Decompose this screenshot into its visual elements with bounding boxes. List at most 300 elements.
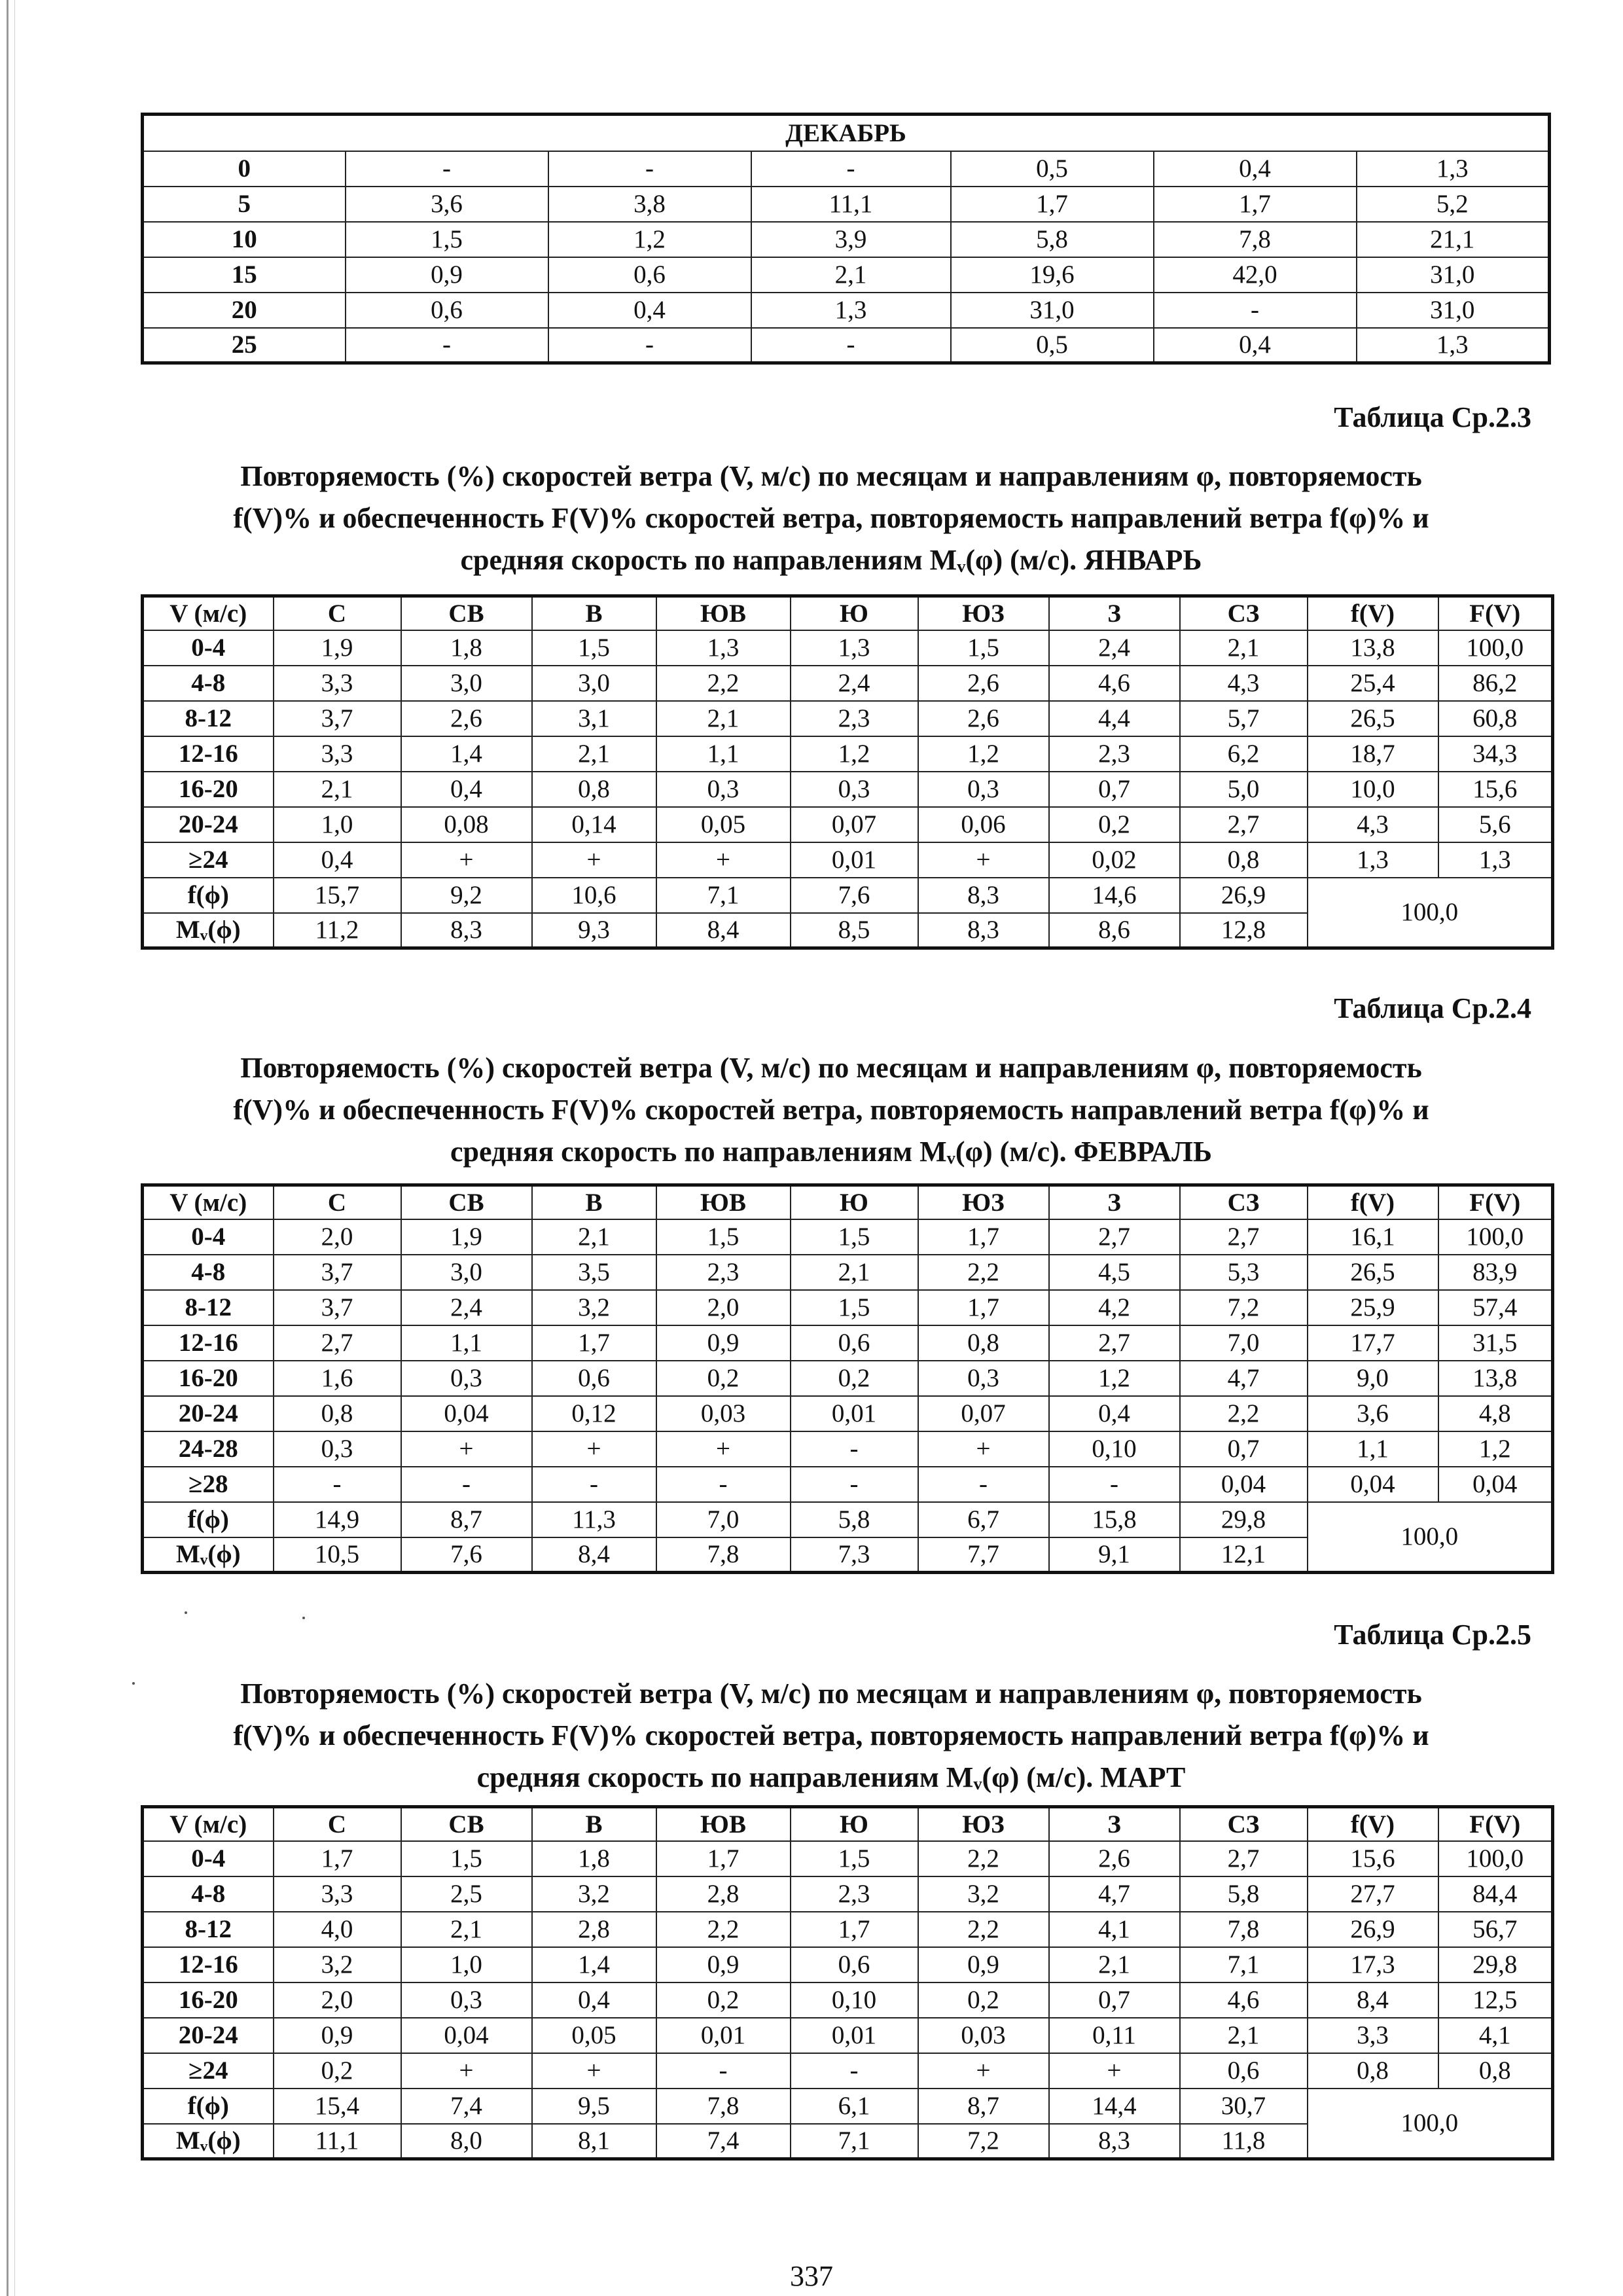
- column-header: Ю: [791, 1807, 918, 1841]
- table-number-2-3: Таблица Ср.2.3: [1334, 401, 1531, 433]
- table-cell: 0,04: [401, 1396, 532, 1431]
- table-row: [143, 257, 1550, 293]
- table-cell: 8,3: [1049, 2124, 1180, 2159]
- table-cell: 2,7: [1180, 1841, 1308, 1876]
- table-cell: 0,03: [918, 2018, 1049, 2053]
- column-header: F(V): [1438, 1807, 1553, 1841]
- table-cell: 0,9: [918, 1947, 1049, 1982]
- table-cell: 1,3: [1308, 842, 1438, 878]
- table-cell: +: [656, 1431, 791, 1467]
- table-cell: 2,1: [656, 701, 791, 736]
- table-cell: 9,1: [1049, 1537, 1180, 1573]
- table-cell: 0,4: [1049, 1396, 1180, 1431]
- row-header-cell: 4-8: [143, 1255, 274, 1290]
- table-cell: 0,3: [274, 1431, 401, 1467]
- table-cell: 0,06: [918, 807, 1049, 842]
- column-header: СЗ: [1180, 1185, 1308, 1219]
- table-cell: 7,1: [656, 878, 791, 913]
- table-cell: 31,0: [1357, 293, 1550, 328]
- table-cell: 7,8: [656, 2089, 791, 2124]
- table-cell: 0,4: [1154, 151, 1357, 187]
- table-cell: 3,0: [532, 666, 656, 701]
- table-cell: 4,7: [1049, 1876, 1180, 1912]
- table-cell: 60,8: [1438, 701, 1553, 736]
- table-cell: 2,7: [1049, 1325, 1180, 1361]
- table-cell: 8,3: [918, 913, 1049, 948]
- table-cell: 0,6: [346, 293, 548, 328]
- table-cell: 0,8: [532, 772, 656, 807]
- table-cell: 0,8: [1308, 2053, 1438, 2089]
- caption-line: Повторяемость (%) скоростей ветра (V, м/с) по месяцам и направлениям φ, повторяемость: [240, 1052, 1422, 1084]
- table-cell: 0,01: [791, 2018, 918, 2053]
- table-cell: 0,8: [1438, 2053, 1553, 2089]
- table-cell: 0,04: [1180, 1467, 1308, 1502]
- table-cell: 5,8: [1180, 1876, 1308, 1912]
- table-cell: 14,6: [1049, 878, 1180, 913]
- table-cell: 0,3: [791, 772, 918, 807]
- table-cell: 1,5: [532, 630, 656, 666]
- total-cell: 100,0: [1308, 878, 1553, 948]
- table-cell: 9,2: [401, 878, 532, 913]
- table-cell: 100,0: [1438, 1219, 1553, 1255]
- row-header-cell: 20-24: [143, 1396, 274, 1431]
- december-table: [141, 113, 1551, 365]
- table-cell: +: [918, 1431, 1049, 1467]
- column-header: В: [532, 596, 656, 630]
- table-cell: 8,1: [532, 2124, 656, 2159]
- table-cell: 0,11: [1049, 2018, 1180, 2053]
- table-row: [143, 2053, 1553, 2089]
- table-cell: 7,8: [1154, 222, 1357, 257]
- table-cell: 1,7: [274, 1841, 401, 1876]
- row-header-cell: Mᵥ(ϕ): [143, 913, 274, 948]
- table-cell: 11,1: [274, 2124, 401, 2159]
- table-cell: 26,9: [1180, 878, 1308, 913]
- table-cell: 3,3: [1308, 2018, 1438, 2053]
- table-cell: 100,0: [1438, 1841, 1553, 1876]
- table-cell: 5,3: [1180, 1255, 1308, 1290]
- table-cell: 4,4: [1049, 701, 1180, 736]
- table-cell: 0,9: [346, 257, 548, 293]
- table-cell: 17,3: [1308, 1947, 1438, 1982]
- table-cell: 30,7: [1180, 2089, 1308, 2124]
- row-header-cell: 0-4: [143, 1219, 274, 1255]
- table-cell: 83,9: [1438, 1255, 1553, 1290]
- table-cell: +: [401, 2053, 532, 2089]
- table-cell: 10,0: [1308, 772, 1438, 807]
- scan-speck: [302, 1617, 305, 1619]
- table-header: [143, 596, 1553, 630]
- table-cell: 1,7: [656, 1841, 791, 1876]
- column-header: f(V): [1308, 1185, 1438, 1219]
- row-header-cell: 8-12: [143, 701, 274, 736]
- table-cell: 0,2: [656, 1361, 791, 1396]
- column-header: f(V): [1308, 1807, 1438, 1841]
- column-header: В: [532, 1185, 656, 1219]
- table-cell: 2,2: [918, 1255, 1049, 1290]
- table-cell: 18,7: [1308, 736, 1438, 772]
- row-header-cell: 8-12: [143, 1912, 274, 1947]
- table-cell: 0,05: [656, 807, 791, 842]
- table-cell: 31,0: [1357, 257, 1550, 293]
- table-cell: 1,9: [401, 1219, 532, 1255]
- table-cell: +: [918, 2053, 1049, 2089]
- column-header: ЮВ: [656, 596, 791, 630]
- table-cell: 3,2: [532, 1290, 656, 1325]
- table-cell: 2,1: [274, 772, 401, 807]
- table-cell: 2,2: [918, 1841, 1049, 1876]
- table-cell: 1,4: [532, 1947, 656, 1982]
- table-cell: 26,5: [1308, 1255, 1438, 1290]
- table-cell: 2,0: [274, 1982, 401, 2018]
- row-header-cell: ≥24: [143, 842, 274, 878]
- table-cell: 13,8: [1308, 630, 1438, 666]
- table-cell: 0,05: [532, 2018, 656, 2053]
- table-cell: 3,6: [1308, 1396, 1438, 1431]
- caption-line: f(V)% и обеспеченность F(V)% скоростей ветра, повторяемость направлений ветра f(φ)% и: [233, 502, 1429, 534]
- table-cell: 4,7: [1180, 1361, 1308, 1396]
- row-header-cell: 12-16: [143, 1325, 274, 1361]
- table-cell: 0,01: [656, 2018, 791, 2053]
- table-cell: 2,0: [274, 1219, 401, 1255]
- column-header: ЮВ: [656, 1185, 791, 1219]
- table-cell: 15,7: [274, 878, 401, 913]
- december-title: ДЕКАБРЬ: [143, 115, 1550, 151]
- table-cell: 2,4: [1049, 630, 1180, 666]
- column-header: СВ: [401, 1185, 532, 1219]
- table-cell: 3,0: [401, 666, 532, 701]
- row-header-cell: 10: [143, 222, 346, 257]
- table-cell: 26,5: [1308, 701, 1438, 736]
- table-cell: 2,1: [1049, 1947, 1180, 1982]
- table-cell: 1,2: [791, 736, 918, 772]
- table-cell: 1,9: [274, 630, 401, 666]
- row-header-cell: 20: [143, 293, 346, 328]
- table-cell: 29,8: [1438, 1947, 1553, 1982]
- table-cell: 1,8: [401, 630, 532, 666]
- table-cell: -: [1154, 293, 1357, 328]
- table-cell: 0,07: [791, 807, 918, 842]
- scan-margin-line-inner: [14, 0, 15, 2296]
- row-header-cell: 15: [143, 257, 346, 293]
- table-cell: 1,1: [401, 1325, 532, 1361]
- table-cell: 12,8: [1180, 913, 1308, 948]
- table-cell: 9,0: [1308, 1361, 1438, 1396]
- table-cell: 0,7: [1180, 1431, 1308, 1467]
- row-header-cell: 4-8: [143, 1876, 274, 1912]
- table-cell: 1,1: [1308, 1431, 1438, 1467]
- table-row: [143, 1467, 1553, 1502]
- table-cell: 4,6: [1049, 666, 1180, 701]
- table-cell: 9,5: [532, 2089, 656, 2124]
- caption-2-4: [118, 1047, 1544, 1173]
- table-cell: 14,9: [274, 1502, 401, 1537]
- table-cell: 5,2: [1357, 187, 1550, 222]
- table-cell: 8,4: [1308, 1982, 1438, 2018]
- table-cell: 4,0: [274, 1912, 401, 1947]
- table-cell: 0,10: [1049, 1431, 1180, 1467]
- table-cell: -: [791, 1431, 918, 1467]
- table-cell: 1,0: [401, 1947, 532, 1982]
- table-cell: 0,3: [401, 1361, 532, 1396]
- table-cell: 0,5: [951, 151, 1154, 187]
- table-cell: 0,7: [1049, 772, 1180, 807]
- table-cell: 1,3: [1357, 151, 1550, 187]
- table-cell: 2,3: [656, 1255, 791, 1290]
- table-row: [143, 807, 1553, 842]
- table-cell: 25,4: [1308, 666, 1438, 701]
- table-cell: 4,8: [1438, 1396, 1553, 1431]
- table-cell: 2,3: [791, 1876, 918, 1912]
- table-cell: +: [656, 842, 791, 878]
- column-header: З: [1049, 1807, 1180, 1841]
- table-cell: 2,2: [656, 1912, 791, 1947]
- table-cell: 11,2: [274, 913, 401, 948]
- row-header-cell: 12-16: [143, 736, 274, 772]
- table-cell: 29,8: [1180, 1502, 1308, 1537]
- row-header-cell: 16-20: [143, 1982, 274, 2018]
- table-cell: 4,5: [1049, 1255, 1180, 1290]
- row-header-cell: f(ϕ): [143, 2089, 274, 2124]
- row-header-cell: 25: [143, 328, 346, 363]
- table-body: [143, 630, 1553, 948]
- table-cell: 11,1: [751, 187, 951, 222]
- column-header: ЮЗ: [918, 596, 1049, 630]
- table-cell: 1,0: [274, 807, 401, 842]
- table-row: [143, 1255, 1553, 1290]
- table-cell: 1,4: [401, 736, 532, 772]
- column-header: СЗ: [1180, 596, 1308, 630]
- table-cell: 1,5: [791, 1290, 918, 1325]
- table-cell: 0,2: [1049, 807, 1180, 842]
- table-cell: 56,7: [1438, 1912, 1553, 1947]
- table-cell: 7,3: [791, 1537, 918, 1573]
- caption-line: Повторяемость (%) скоростей ветра (V, м/с) по месяцам и направлениям φ, повторяемость: [240, 1677, 1422, 1710]
- table-cell: 2,1: [532, 736, 656, 772]
- table-cell: 1,2: [918, 736, 1049, 772]
- table-cell: +: [401, 1431, 532, 1467]
- table-cell: 12,1: [1180, 1537, 1308, 1573]
- table-row: [143, 1396, 1553, 1431]
- table-cell: 1,2: [1049, 1361, 1180, 1396]
- table-cell: 4,3: [1180, 666, 1308, 701]
- table-cell: 4,1: [1049, 1912, 1180, 1947]
- table-cell: 0,2: [791, 1361, 918, 1396]
- table-cell: 3,7: [274, 1255, 401, 1290]
- table-cell: 2,3: [1049, 736, 1180, 772]
- table-cell: 0,3: [918, 1361, 1049, 1396]
- table-cell: 86,2: [1438, 666, 1553, 701]
- table-cell: 0,8: [918, 1325, 1049, 1361]
- table-cell: 0,04: [1308, 1467, 1438, 1502]
- table-cell: 0,7: [1049, 1982, 1180, 2018]
- table-cell: 26,9: [1308, 1912, 1438, 1947]
- table-cell: 1,5: [401, 1841, 532, 1876]
- column-header: ЮВ: [656, 1807, 791, 1841]
- table-cell: 8,3: [401, 913, 532, 948]
- table-cell: 1,5: [918, 630, 1049, 666]
- table-cell: 1,1: [656, 736, 791, 772]
- table-cell: 13,8: [1438, 1361, 1553, 1396]
- table-cell: 0,4: [532, 1982, 656, 2018]
- table-cell: 7,8: [656, 1537, 791, 1573]
- table-cell: 3,2: [274, 1947, 401, 1982]
- row-header-cell: 20-24: [143, 807, 274, 842]
- table-cell: 5,6: [1438, 807, 1553, 842]
- table-cell: 42,0: [1154, 257, 1357, 293]
- table-cell: +: [918, 842, 1049, 878]
- table-cell: 8,4: [532, 1537, 656, 1573]
- table-cell: 5,7: [1180, 701, 1308, 736]
- table-row: [143, 328, 1550, 363]
- table-cell: -: [656, 2053, 791, 2089]
- table-cell: 1,2: [1438, 1431, 1553, 1467]
- caption-line: средняя скорость по направлениям Mᵥ(φ) (м/с). МАРТ: [476, 1761, 1186, 1793]
- table-cell: 7,6: [791, 878, 918, 913]
- table-cell: 7,2: [1180, 1290, 1308, 1325]
- table-cell: 0,3: [656, 772, 791, 807]
- column-header: С: [274, 1807, 401, 1841]
- table-cell: 3,5: [532, 1255, 656, 1290]
- table-cell: 8,7: [401, 1502, 532, 1537]
- table-cell: 2,7: [1180, 1219, 1308, 1255]
- table-row: [143, 1290, 1553, 1325]
- table-cell: 3,9: [751, 222, 951, 257]
- table-cell: +: [401, 842, 532, 878]
- table-cell: 2,6: [918, 701, 1049, 736]
- table-cell: 4,2: [1049, 1290, 1180, 1325]
- table-cell: 7,0: [656, 1502, 791, 1537]
- direction-frequency-row: [143, 2089, 1553, 2124]
- caption-line: средняя скорость по направлениям Mᵥ(φ) (м/с). ФЕВРАЛЬ: [450, 1136, 1213, 1168]
- row-header-cell: 16-20: [143, 1361, 274, 1396]
- row-header-cell: Mᵥ(ϕ): [143, 1537, 274, 1573]
- table-cell: 2,1: [1180, 630, 1308, 666]
- total-cell: 100,0: [1308, 1502, 1553, 1573]
- column-header: СВ: [401, 596, 532, 630]
- table-cell: 10,5: [274, 1537, 401, 1573]
- table-row: [143, 293, 1550, 328]
- header-row: [143, 596, 1553, 630]
- table-cell: 0,9: [656, 1325, 791, 1361]
- table-cell: 0,4: [274, 842, 401, 878]
- scan-margin-line: [7, 0, 9, 2296]
- table-row: [143, 222, 1550, 257]
- table-row: [143, 630, 1553, 666]
- table-cell: 0,04: [1438, 1467, 1553, 1502]
- table-cell: 7,2: [918, 2124, 1049, 2159]
- table-cell: 2,2: [1180, 1396, 1308, 1431]
- column-header: f(V): [1308, 596, 1438, 630]
- table-cell: 2,0: [656, 1290, 791, 1325]
- table-cell: 2,2: [656, 666, 791, 701]
- table-cell: 1,3: [1438, 842, 1553, 878]
- column-header: F(V): [1438, 596, 1553, 630]
- table-cell: 0,6: [791, 1947, 918, 1982]
- row-header-cell: 0: [143, 151, 346, 187]
- table-row: [143, 1982, 1553, 2018]
- table-cell: 0,2: [274, 2053, 401, 2089]
- table-cell: 1,7: [918, 1290, 1049, 1325]
- table-cell: 31,5: [1438, 1325, 1553, 1361]
- column-header: ЮЗ: [918, 1807, 1049, 1841]
- table-cell: 3,2: [532, 1876, 656, 1912]
- caption-line: Повторяемость (%) скоростей ветра (V, м/с) по месяцам и направлениям φ, повторяемость: [240, 460, 1422, 492]
- table-cell: 7,4: [656, 2124, 791, 2159]
- table-number-2-4: Таблица Ср.2.4: [1334, 992, 1531, 1024]
- table-cell: -: [751, 151, 951, 187]
- table-cell: 4,1: [1438, 2018, 1553, 2053]
- table-cell: 7,4: [401, 2089, 532, 2124]
- table-cell: 5,8: [791, 1502, 918, 1537]
- march-table: [141, 1805, 1554, 2161]
- table-cell: 17,7: [1308, 1325, 1438, 1361]
- column-header: В: [532, 1807, 656, 1841]
- table-row: [143, 842, 1553, 878]
- row-header-cell: 0-4: [143, 1841, 274, 1876]
- table-cell: -: [401, 1467, 532, 1502]
- table-cell: 1,3: [791, 630, 918, 666]
- table-cell: 0,9: [656, 1947, 791, 1982]
- table-cell: -: [274, 1467, 401, 1502]
- table-row: [143, 1912, 1553, 1947]
- table-cell: 4,6: [1180, 1982, 1308, 2018]
- table-cell: 31,0: [951, 293, 1154, 328]
- table-cell: 19,6: [951, 257, 1154, 293]
- table-cell: 0,6: [791, 1325, 918, 1361]
- table-cell: -: [751, 328, 951, 363]
- table-cell: 15,8: [1049, 1502, 1180, 1537]
- table-cell: 2,4: [401, 1290, 532, 1325]
- table-cell: 1,2: [548, 222, 751, 257]
- table-cell: 8,3: [918, 878, 1049, 913]
- table-cell: 15,6: [1308, 1841, 1438, 1876]
- table-cell: 16,1: [1308, 1219, 1438, 1255]
- column-header: С: [274, 1185, 401, 1219]
- table-cell: 3,0: [401, 1255, 532, 1290]
- table-cell: 1,7: [532, 1325, 656, 1361]
- table-cell: -: [791, 1467, 918, 1502]
- row-header-cell: Mᵥ(ϕ): [143, 2124, 274, 2159]
- table-cell: 21,1: [1357, 222, 1550, 257]
- table-cell: 1,5: [791, 1219, 918, 1255]
- table-cell: 0,07: [918, 1396, 1049, 1431]
- table-cell: 27,7: [1308, 1876, 1438, 1912]
- header-row: [143, 1807, 1553, 1841]
- table-cell: 100,0: [1438, 630, 1553, 666]
- header-row: [143, 1185, 1553, 1219]
- table-cell: 1,7: [791, 1912, 918, 1947]
- table-row: [143, 701, 1553, 736]
- table-cell: 7,1: [791, 2124, 918, 2159]
- table-cell: -: [346, 151, 548, 187]
- table-cell: 0,10: [791, 1982, 918, 2018]
- table-cell: 2,1: [1180, 2018, 1308, 2053]
- column-header: СЗ: [1180, 1807, 1308, 1841]
- table-cell: 1,7: [951, 187, 1154, 222]
- table-row: [143, 666, 1553, 701]
- caption-line: f(V)% и обеспеченность F(V)% скоростей ветра, повторяемость направлений ветра f(φ)% и: [233, 1719, 1429, 1751]
- table-cell: 0,5: [951, 328, 1154, 363]
- table-cell: 3,3: [274, 1876, 401, 1912]
- table-cell: 0,4: [548, 293, 751, 328]
- table-cell: 0,01: [791, 1396, 918, 1431]
- table-cell: 0,4: [1154, 328, 1357, 363]
- table-cell: 1,3: [1357, 328, 1550, 363]
- table-cell: 15,4: [274, 2089, 401, 2124]
- table-cell: 0,2: [918, 1982, 1049, 2018]
- column-header: F(V): [1438, 1185, 1553, 1219]
